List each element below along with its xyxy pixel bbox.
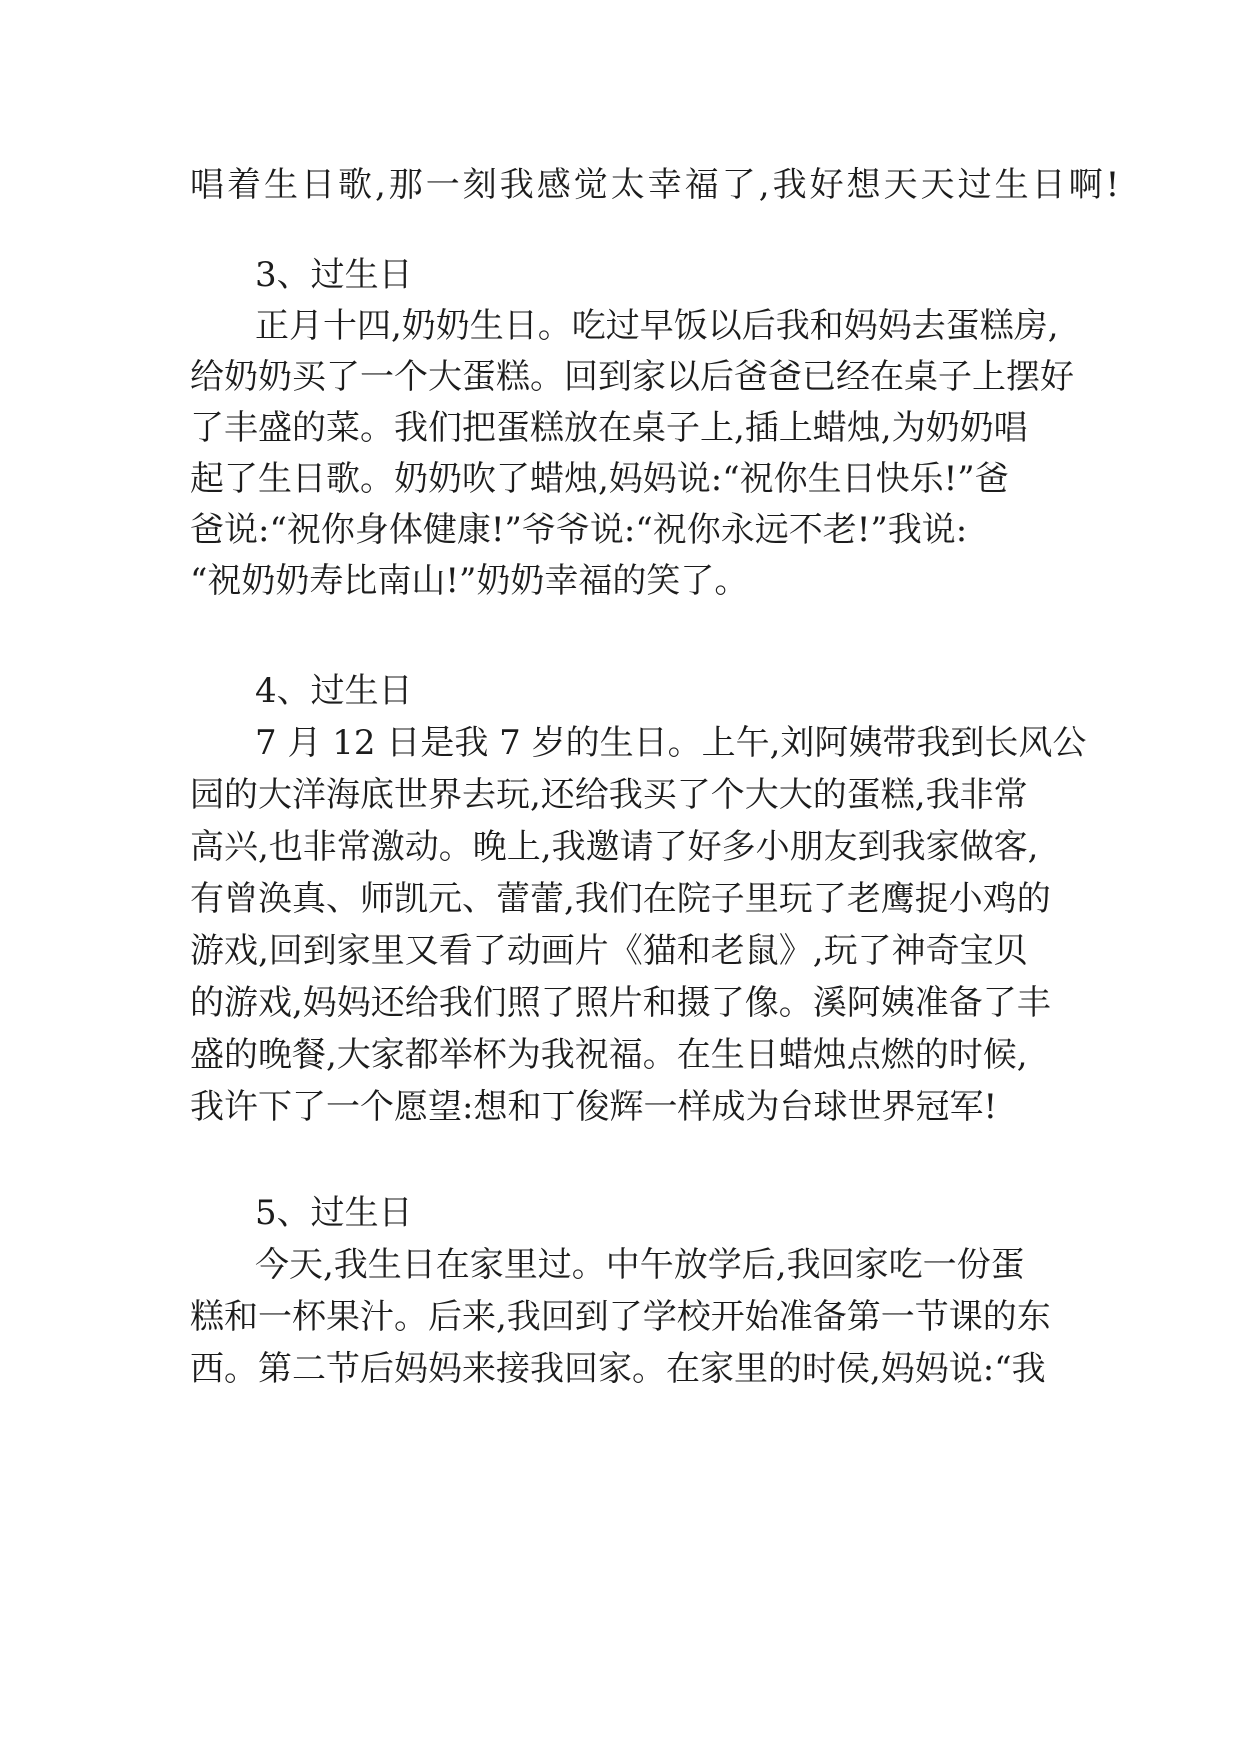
paragraph-line: 糕和一杯果汁。后来,我回到了学校开始准备第一节课的东 <box>190 1297 1051 1337</box>
paragraph-line: 了丰盛的菜。我们把蛋糕放在桌子上,插上蜡烛,为奶奶唱 <box>190 408 1028 448</box>
paragraph-line: 爸说:“祝你身体健康!”爷爷说:“祝你永远不老!”我说: <box>190 510 968 550</box>
paragraph-line: 正月十四,奶奶生日。吃过早饭以后我和妈妈去蛋糕房, <box>255 306 1059 346</box>
paragraph-line: 西。第二节后妈妈来接我回家。在家里的时侯,妈妈说:“我 <box>190 1349 1046 1389</box>
paragraph-line: 高兴,也非常激动。晚上,我邀请了好多小朋友到我家做客, <box>190 827 1039 867</box>
section-heading: 4、过生日 <box>255 671 413 711</box>
paragraph-line: 今天,我生日在家里过。中午放学后,我回家吃一份蛋 <box>255 1245 1025 1285</box>
paragraph-line: 给奶奶买了一个大蛋糕。回到家以后爸爸已经在桌子上摆好 <box>190 357 1074 397</box>
paragraph-line: 起了生日歌。奶奶吹了蜡烛,妈妈说:“祝你生日快乐!”爸 <box>190 459 1009 499</box>
paragraph-line: 盛的晚餐,大家都举杯为我祝福。在生日蜡烛点燃的时候, <box>190 1035 1028 1075</box>
paragraph-line: 我许下了一个愿望:想和丁俊辉一样成为台球世界冠军! <box>190 1087 998 1127</box>
section-heading: 5、过生日 <box>255 1193 413 1233</box>
paragraph-line: 有曾涣真、师凯元、蕾蕾,我们在院子里玩了老鹰捉小鸡的 <box>190 879 1051 919</box>
paragraph-line: “祝奶奶寿比南山!”奶奶幸福的笑了。 <box>190 561 749 601</box>
paragraph-line: 园的大洋海底世界去玩,还给我买了个大大的蛋糕,我非常 <box>190 775 1028 815</box>
section-heading: 3、过生日 <box>255 255 413 295</box>
paragraph-line: 唱着生日歌,那一刻我感觉太幸福了,我好想天天过生日啊! <box>190 165 1123 205</box>
paragraph-line: 7 月 12 日是我 7 岁的生日。上午,刘阿姨带我到长风公 <box>255 723 1087 763</box>
paragraph-line: 游戏,回到家里又看了动画片《猫和老鼠》,玩了神奇宝贝 <box>190 931 1028 971</box>
paragraph-line: 的游戏,妈妈还给我们照了照片和摄了像。溪阿姨准备了丰 <box>190 983 1051 1023</box>
